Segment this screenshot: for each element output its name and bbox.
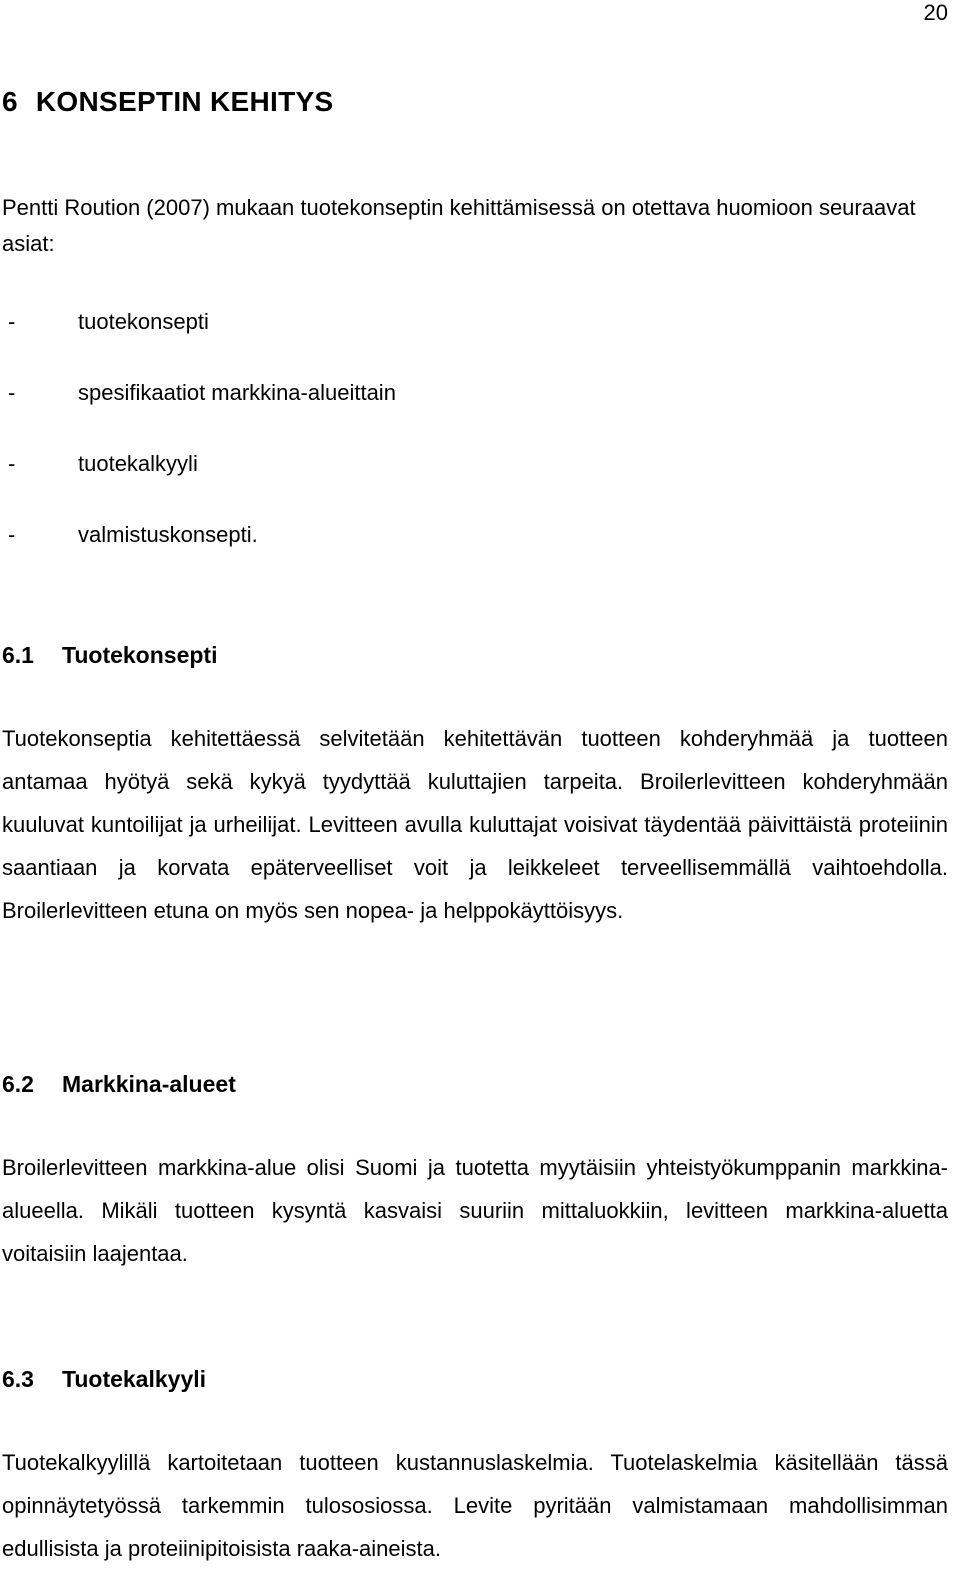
list-item-text: tuotekalkyyli (78, 451, 198, 476)
section-heading-6-2 (2, 1069, 236, 1099)
chapter-number: 6 (2, 86, 18, 117)
chapter-title-text: KONSEPTIN KEHITYS (35, 86, 334, 117)
intro-paragraph: Pentti Roution (2007) mukaan tuotekonseptin kehittämisessä on otettava huomioon seuraavat asiat: (2, 195, 916, 256)
requirements-list (2, 302, 396, 586)
section-title: Markkina-alueet (62, 1071, 236, 1097)
list-item (2, 373, 396, 444)
section-heading-6-1 (2, 640, 217, 670)
list-dash: - (8, 380, 16, 405)
list-dash: - (8, 451, 16, 476)
list-item (2, 515, 396, 586)
section-paragraph-6-3: Tuotekalkyylillä kartoitetaan tuotteen kustannuslaskelmia. Tuotelaskelmia käsitellään tässä opinnäytetyössä tarkemmin tulososiossa. Levite pyritään valmistamaan mahdollisimman edullisista ja proteiinipitoisista raaka-aineista. (2, 1450, 948, 1561)
section-paragraph-6-2: Broilerlevitteen markkina-alue olisi Suomi ja tuotetta myytäisiin yhteistyökumppanin markkina-alueella. Mikäli tuotteen kysyntä kasvaisi suuriin mittaluokkiin, levitteen markkina-aluetta voitaisiin laajentaa. (2, 1155, 948, 1266)
list-item-text: spesifikaatiot markkina-alueittain (78, 380, 396, 405)
page-number: 20 (923, 0, 948, 25)
list-dash: - (8, 522, 16, 547)
section-title: Tuotekonsepti (62, 642, 218, 668)
list-item-text: valmistuskonsepti. (78, 522, 258, 547)
section-number: 6.3 (2, 1366, 34, 1392)
section-paragraph-6-1: Tuotekonseptia kehitettäessä selvitetään kehitettävän tuotteen kohderyhmää ja tuotteen antamaa hyötyä sekä kykyä tyydyttää kuluttajien tarpeita. Broilerlevitteen kohderyhmään kuuluvat kuntoilijat ja urheilijat. Levitteen avulla kuluttajat voisivat täydentää päivittäistä proteiinin saantiaan ja korvata epäterveelliset voit ja leikkeleet terveellisemmällä vaihtoehdolla. Broilerlevitteen etuna on myös sen nopea- ja helppokäyttöisyys. (2, 726, 948, 923)
chapter-title (2, 86, 333, 118)
list-item-text: tuotekonsepti (78, 309, 209, 334)
section-number: 6.1 (2, 642, 34, 668)
list-item (2, 444, 396, 515)
section-title: Tuotekalkyyli (62, 1366, 207, 1392)
section-number: 6.2 (2, 1071, 34, 1097)
section-heading-6-3 (2, 1364, 206, 1394)
list-item (2, 302, 396, 373)
list-dash: - (8, 309, 16, 334)
